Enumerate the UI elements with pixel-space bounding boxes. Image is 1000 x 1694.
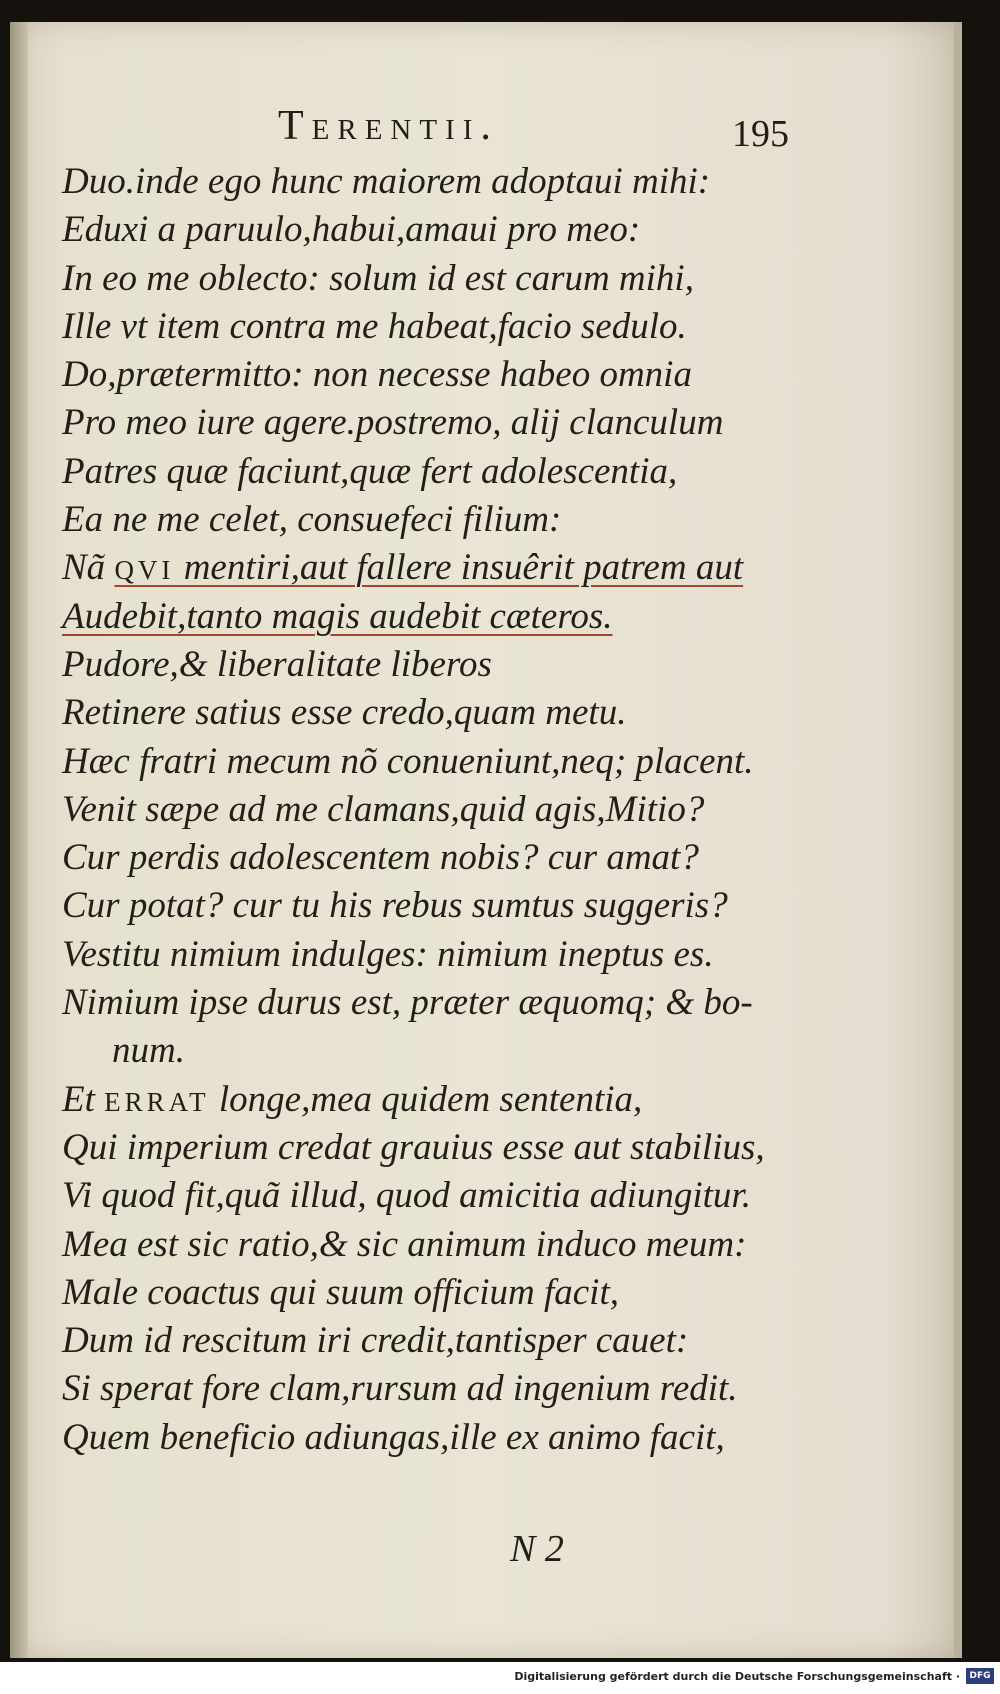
verse-line: Venit sæpe ad me clamans,quid agis,Mitio? [62, 788, 705, 830]
small-caps-word: ERRAT [104, 1086, 210, 1117]
line-start: Nã [62, 547, 115, 589]
verse-line: Qui imperium credat grauius esse aut stabilius, [62, 1126, 765, 1168]
page-edge [954, 22, 962, 1658]
signature-mark: N 2 [510, 1528, 564, 1570]
page-number: 195 [732, 113, 789, 155]
verse-line-underlined [62, 544, 922, 592]
line-start: Et [62, 1078, 105, 1120]
verse-line: Cur potat? cur tu his rebus sumtus suggeris? [62, 885, 728, 927]
verse-line: In eo me oblecto: solum id est carum mihi, [62, 257, 694, 299]
line-rest: longe,mea quidem sententia, [209, 1078, 643, 1120]
verse-line: Hæc fratri mecum nõ conueniunt,neq; placent. [62, 740, 754, 782]
dfg-logo: DFG [966, 1668, 994, 1684]
running-title: Terentii. [278, 103, 499, 149]
verse-line: Mea est sic ratio,& sic animum induco meum: [62, 1223, 747, 1265]
verse-line: Pudore,& liberalitate liberos [62, 643, 492, 685]
book-page [10, 22, 962, 1658]
verse-line: Pro meo iure agere.postremo, alij clanculum [62, 402, 724, 444]
verse-line [62, 1076, 922, 1124]
verse-line: Eduxi a paruulo,habui,amaui pro meo: [62, 209, 641, 251]
underlined-text: mentiri,aut fallere insuêrit patrem aut [174, 547, 744, 589]
verse-line: Retinere satius esse credo,quam metu. [62, 692, 627, 734]
verse-line: Dum id rescitum iri credit,tantisper cauet: [62, 1320, 689, 1362]
small-caps-word: QVI [114, 555, 175, 586]
verse-line-underlined [62, 593, 922, 641]
verse-line: Cur perdis adolescentem nobis? cur amat? [62, 837, 699, 879]
verse-line: num. [112, 1030, 185, 1072]
footer-bar [0, 1662, 1000, 1694]
verse-line: Vestitu nimium indulges: nimium ineptus es. [62, 933, 714, 975]
verse-line: Ille vt item contra me habeat,facio sedulo. [62, 305, 687, 347]
verse-line: Nimium ipse durus est, præter æquomq; & bo- [62, 982, 753, 1024]
verse-line: Ea ne me celet, consuefeci filium: [62, 499, 562, 541]
verse-line: Patres quæ faciunt,quæ fert adolescentia, [62, 450, 678, 492]
verse-line: Vi quod fit,quã illud, quod amicitia adiungitur. [62, 1175, 751, 1217]
verse-line: Quem beneficio adiungas,ille ex animo facit, [62, 1416, 725, 1458]
verse-line: Si sperat fore clam,rursum ad ingenium redit. [62, 1368, 738, 1410]
verse-line: Do,prætermitto: non necesse habeo omnia [62, 354, 692, 396]
verse-line: Male coactus qui suum officium facit, [62, 1271, 619, 1313]
underlined-text: Audebit,tanto magis audebit cæteros. [62, 595, 613, 637]
verse-line: Duo.inde ego hunc maiorem adoptaui mihi: [62, 161, 711, 202]
funding-credit: Digitalisierung gefördert durch die Deutsche Forschungsgemeinschaft · [514, 1670, 960, 1683]
verse-text [62, 158, 922, 1462]
page-header [10, 92, 962, 155]
page-binding [10, 22, 28, 1658]
